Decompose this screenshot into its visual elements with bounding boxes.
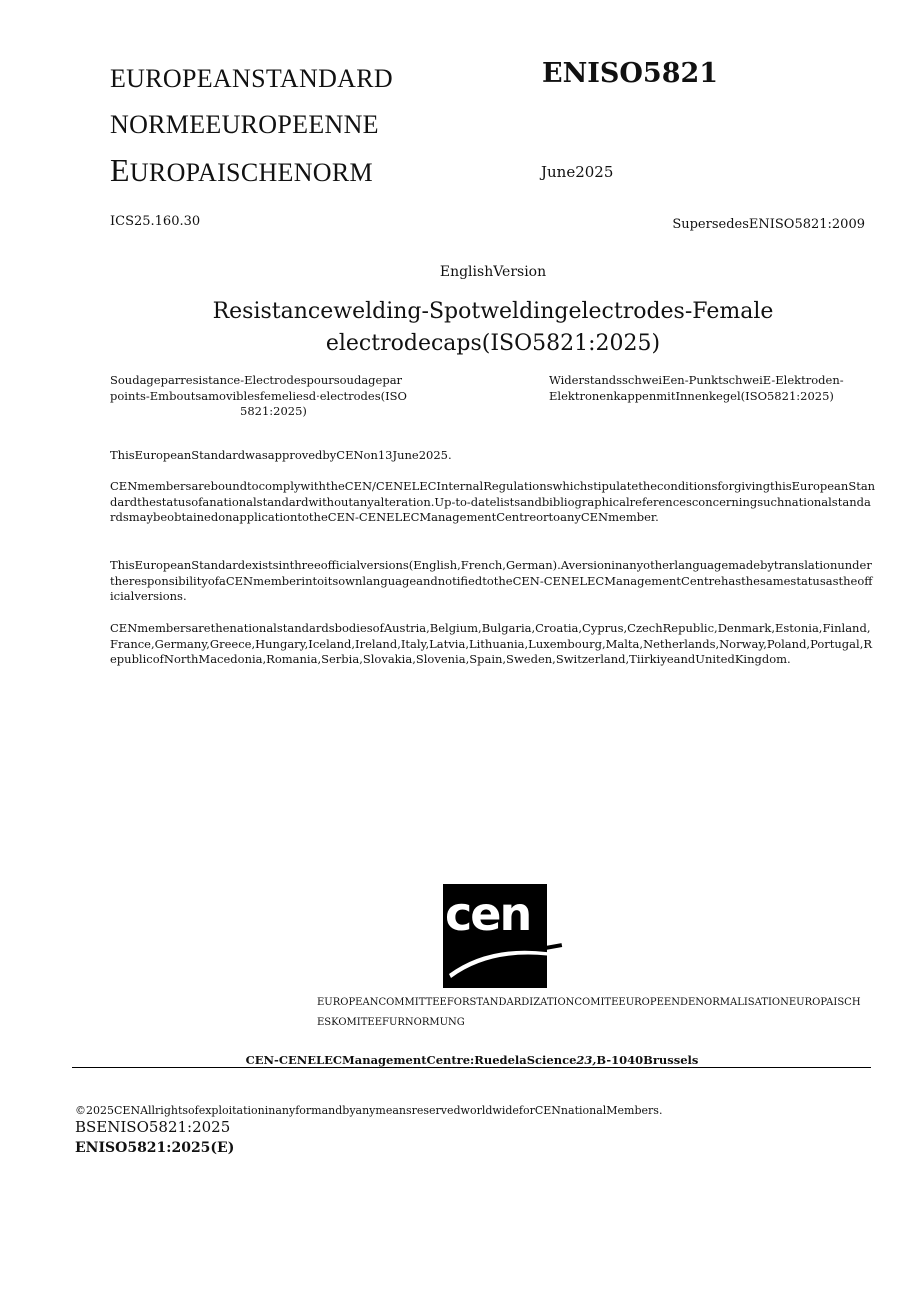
compliance-paragraph: CENmembersareboundtocomplywiththeCEN/CENELECInternalRegulationswhichstipulatetheconditionsforgivingthisEuropeanStandardthestatusofanationalstandardwithoutanyalteration.Up-to-datelistsandbibliographicalreferencesconcerningsuchnationalstandardsmaybeobtainedonapplicationtotheCEN-CENELECManagementCentreortoanyCENmember. bbox=[110, 479, 876, 524]
ics-code: ICS25.160.30 bbox=[110, 214, 201, 229]
french-title-line-3: 5821:2025) bbox=[240, 404, 307, 418]
standard-type-german-rest: UROPAISCHENORM bbox=[129, 158, 373, 187]
members-paragraph: CENmembersarethenationalstandardsbodiesofAustria,Belgium,Bulgaria,Croatia,Cyprus,CzechRepublic,Denmark,Estonia,Finland,France,Germany,Greece,Hungary,Iceland,Ireland,Italy,Latvia,Lithuania,Luxembourg,Malta,Netherlands,Norway,Poland,Portugal,RepublicofNorthMacedonia,Romania,Serbia,Slovakia,Slovenia,Spain,Sweden,Switzerland,TiirkiyeandUnitedKingdom. bbox=[110, 621, 873, 666]
address-number: 23, bbox=[576, 1053, 597, 1067]
en-reference: ENISO5821:2025(E) bbox=[75, 1140, 235, 1156]
bs-reference: BSENISO5821:2025 bbox=[75, 1118, 231, 1136]
management-centre-address bbox=[0, 1053, 920, 1067]
standard-type-english: EUROPEANSTANDARD bbox=[110, 64, 393, 93]
address-part-1: CEN-CENELECManagementCentre:RuedelaScience bbox=[245, 1053, 577, 1067]
cen-logo-text: cen bbox=[445, 887, 531, 941]
standard-number: ENISO5821 bbox=[542, 58, 719, 89]
address-divider bbox=[72, 1067, 871, 1068]
french-title bbox=[110, 373, 440, 420]
french-title-line-2: points-Emboutsamoviblesfemeliesd·electrodes(ISO bbox=[110, 388, 407, 403]
french-title-line-1: Soudageparresistance-Electrodespoursoudagepar bbox=[110, 373, 403, 387]
publication-date: June2025 bbox=[541, 163, 614, 181]
document-title bbox=[150, 296, 836, 360]
committee-names bbox=[317, 993, 861, 1033]
standard-type-german-initial: E bbox=[110, 152, 130, 188]
title-line-1: Resistancewelding-Spotweldingelectrodes-Female bbox=[212, 299, 774, 324]
versions-paragraph: ThisEuropeanStandardexistsinthreeofficialversions(English,French,German).AversioninanyotherlanguagemadebytranslationundertheresponsibilityofaCENmemberintoitsownlanguageandnotifiedtotheCEN-CENELECManagementCentrehasthesamestatusastheofficialversions. bbox=[110, 558, 873, 603]
address-part-2: B-1040Brussels bbox=[596, 1053, 699, 1067]
standard-type-german bbox=[110, 152, 373, 189]
version-label: EnglishVersion bbox=[439, 264, 547, 280]
german-title bbox=[549, 373, 879, 404]
german-title-line-1: WiderstandsschweiEen-PunktschweiE-Elektroden- bbox=[549, 373, 844, 387]
committee-line-1: EUROPEANCOMMITTEEFORSTANDARDIZATIONCOMITEEUROPEENDENORMALISATIONEUROPAISCH bbox=[317, 997, 861, 1008]
approval-paragraph: ThisEuropeanStandardwasapprovedbyCENon13June2025. bbox=[110, 448, 452, 462]
cen-logo bbox=[443, 884, 547, 988]
german-title-line-2: ElektronenkappenmitInnenkegel(ISO5821:2025) bbox=[549, 388, 834, 403]
title-line-2: electrodecaps(ISO5821:2025) bbox=[325, 331, 661, 356]
copyright-notice: ©2025CENAllrightsofexploitationinanyformandbyanymeansreservedworldwideforCENnationalMembers. bbox=[75, 1104, 663, 1117]
committee-line-2: ESKOMITEEFURNORMUNG bbox=[317, 1017, 465, 1028]
supersedes-note: SupersedesENISO5821:2009 bbox=[672, 217, 865, 232]
standard-type-french: NORMEEUROPEENNE bbox=[110, 110, 379, 139]
